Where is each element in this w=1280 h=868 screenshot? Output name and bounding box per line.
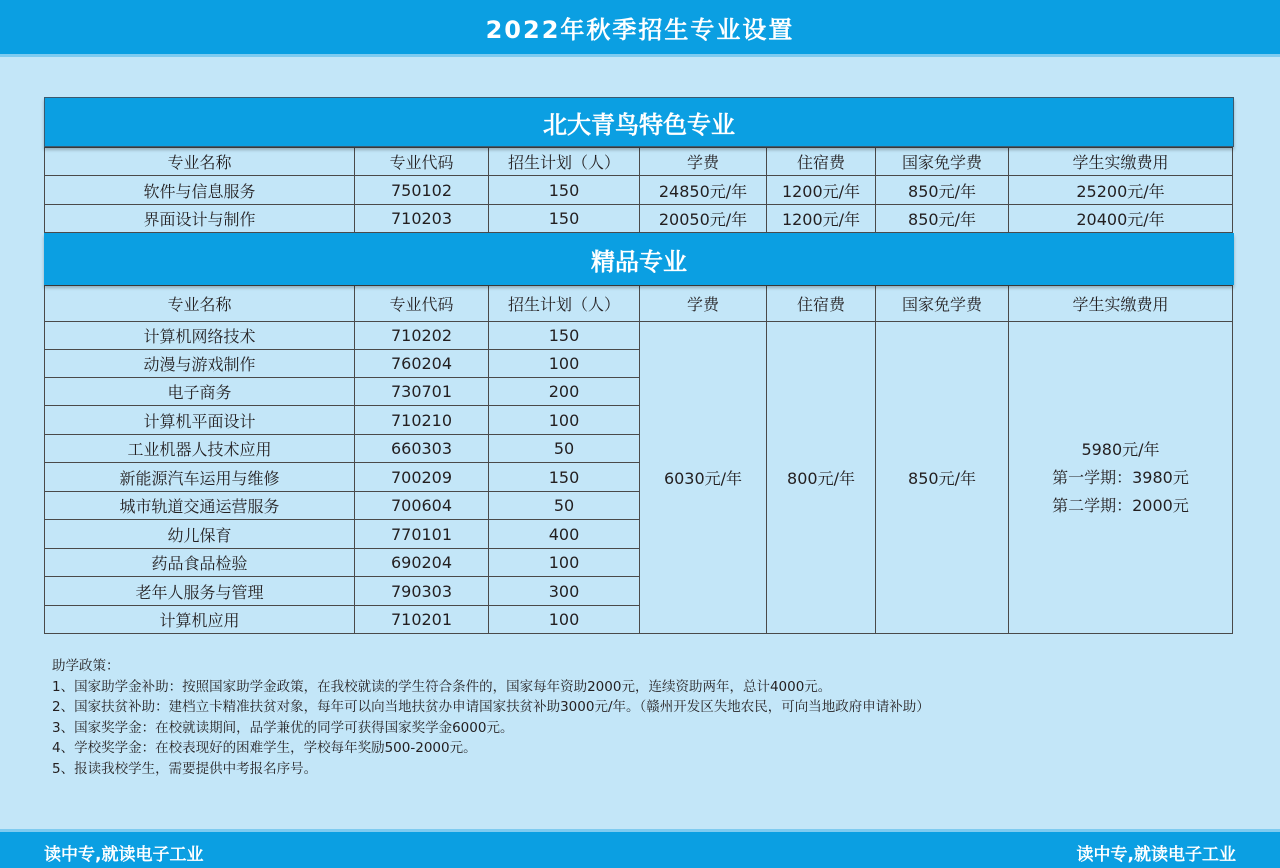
major-name: 动漫与游戏制作 — [45, 350, 355, 378]
page-title: 2022年秋季招生专业设置 — [485, 15, 795, 44]
major-name: 药品食品检验 — [45, 549, 355, 577]
policy-item: 5、报读我校学生，需要提供中考报名序号。 — [52, 760, 318, 777]
major-name: 工业机器人技术应用 — [45, 435, 355, 463]
column-header: 学费 — [640, 286, 767, 322]
tuition: 24850元/年 — [640, 176, 767, 205]
enroll-plan: 200 — [489, 378, 640, 406]
major-code: 690204 — [355, 549, 489, 577]
dorm-fee: 1200元/年 — [767, 176, 876, 205]
paid-fee-term1: 第一学期：3980元 — [1052, 467, 1189, 487]
enroll-plan: 100 — [489, 406, 640, 435]
quality-majors-table — [44, 285, 1233, 634]
major-code: 710201 — [355, 606, 489, 634]
enroll-plan: 150 — [489, 205, 640, 233]
column-header: 招生计划（人） — [489, 286, 640, 322]
enroll-plan: 100 — [489, 606, 640, 634]
footer-slogan-right: 读中专,就读电子工业 — [1076, 845, 1236, 865]
enroll-plan: 100 — [489, 549, 640, 577]
policy-item: 4、学校奖学金：在校表现好的困难学生，学校每年奖励500-2000元。 — [52, 740, 477, 756]
paid-fee-term2: 第二学期：2000元 — [1052, 495, 1189, 515]
enroll-plan: 50 — [489, 492, 640, 520]
major-code: 750102 — [355, 176, 489, 205]
policy-item: 2、国家扶贫补助：建档立卡精准扶贫对象，每年可以向当地扶贫办申请国家扶贫补助3000元/年。（赣州开发区失地农民，可向当地政府申请补助） — [52, 699, 930, 715]
paid-fee: 20400元/年 — [1009, 205, 1233, 233]
major-name: 电子商务 — [45, 378, 355, 406]
paid-fee: 25200元/年 — [1009, 176, 1233, 205]
page-title-banner — [0, 0, 1280, 54]
dorm-fee: 800元/年 — [767, 322, 876, 634]
major-code: 700604 — [355, 492, 489, 520]
section-heading-quality — [44, 233, 1234, 285]
major-code: 700209 — [355, 463, 489, 492]
major-code: 710210 — [355, 406, 489, 435]
major-name: 老年人服务与管理 — [45, 577, 355, 606]
enroll-plan: 400 — [489, 520, 640, 549]
policy-item: 3、国家奖学金：在校就读期间，品学兼优的同学可获得国家奖学金6000元。 — [52, 719, 514, 736]
footer-slogan-left: 读中专,就读电子工业 — [44, 845, 204, 865]
featured-majors-table — [44, 147, 1233, 233]
major-name: 城市轨道交通运营服务 — [45, 492, 355, 520]
enroll-plan: 300 — [489, 577, 640, 606]
column-header: 学生实缴费用 — [1009, 148, 1233, 176]
column-header: 招生计划（人） — [489, 148, 640, 176]
major-name: 计算机网络技术 — [45, 322, 355, 350]
major-code: 710203 — [355, 205, 489, 233]
table-header-row — [45, 286, 1233, 322]
column-header: 学费 — [640, 148, 767, 176]
column-header: 专业名称 — [45, 286, 355, 322]
column-header: 学生实缴费用 — [1009, 286, 1233, 322]
enroll-plan: 150 — [489, 176, 640, 205]
column-header: 专业名称 — [45, 148, 355, 176]
major-code: 760204 — [355, 350, 489, 378]
enroll-plan: 100 — [489, 350, 640, 378]
column-header: 国家免学费 — [876, 286, 1009, 322]
tuition-exemption: 850元/年 — [876, 322, 1009, 634]
major-name: 计算机平面设计 — [45, 406, 355, 435]
major-code: 710202 — [355, 322, 489, 350]
column-header: 住宿费 — [767, 286, 876, 322]
paid-fee-annual: 5980元/年 — [1081, 439, 1160, 459]
major-name: 界面设计与制作 — [45, 205, 355, 233]
tuition-exemption: 850元/年 — [876, 176, 1009, 205]
column-header: 国家免学费 — [876, 148, 1009, 176]
major-name: 新能源汽车运用与维修 — [45, 463, 355, 492]
enroll-plan: 50 — [489, 435, 640, 463]
major-name: 幼儿保育 — [45, 520, 355, 549]
financial-aid-policy — [52, 656, 930, 779]
table-row — [45, 322, 1233, 350]
policy-heading: 助学政策： — [52, 658, 120, 674]
enroll-plan: 150 — [489, 322, 640, 350]
section-heading-quality-text: 精品专业 — [591, 247, 687, 276]
table-row — [45, 205, 1233, 233]
table-row — [45, 176, 1233, 205]
table-header-row — [45, 148, 1233, 176]
major-name: 计算机应用 — [45, 606, 355, 634]
column-header: 专业代码 — [355, 148, 489, 176]
section-heading-featured — [44, 97, 1234, 147]
major-code: 770101 — [355, 520, 489, 549]
column-header: 住宿费 — [767, 148, 876, 176]
tuition: 6030元/年 — [640, 322, 767, 634]
policy-item: 1、国家助学金补助：按照国家助学金政策，在我校就读的学生符合条件的，国家每年资助2000元，连续资助两年，总计4000元。 — [52, 678, 832, 695]
dorm-fee: 1200元/年 — [767, 205, 876, 233]
footer-bar — [0, 832, 1280, 868]
column-header: 专业代码 — [355, 286, 489, 322]
enroll-plan: 150 — [489, 463, 640, 492]
major-code: 790303 — [355, 577, 489, 606]
tuition: 20050元/年 — [640, 205, 767, 233]
enrollment-table — [44, 97, 1234, 634]
major-name: 软件与信息服务 — [45, 176, 355, 205]
paid-fee — [1009, 322, 1233, 634]
major-code: 660303 — [355, 435, 489, 463]
tuition-exemption: 850元/年 — [876, 205, 1009, 233]
section-heading-featured-text: 北大青鸟特色专业 — [543, 110, 735, 139]
major-code: 730701 — [355, 378, 489, 406]
